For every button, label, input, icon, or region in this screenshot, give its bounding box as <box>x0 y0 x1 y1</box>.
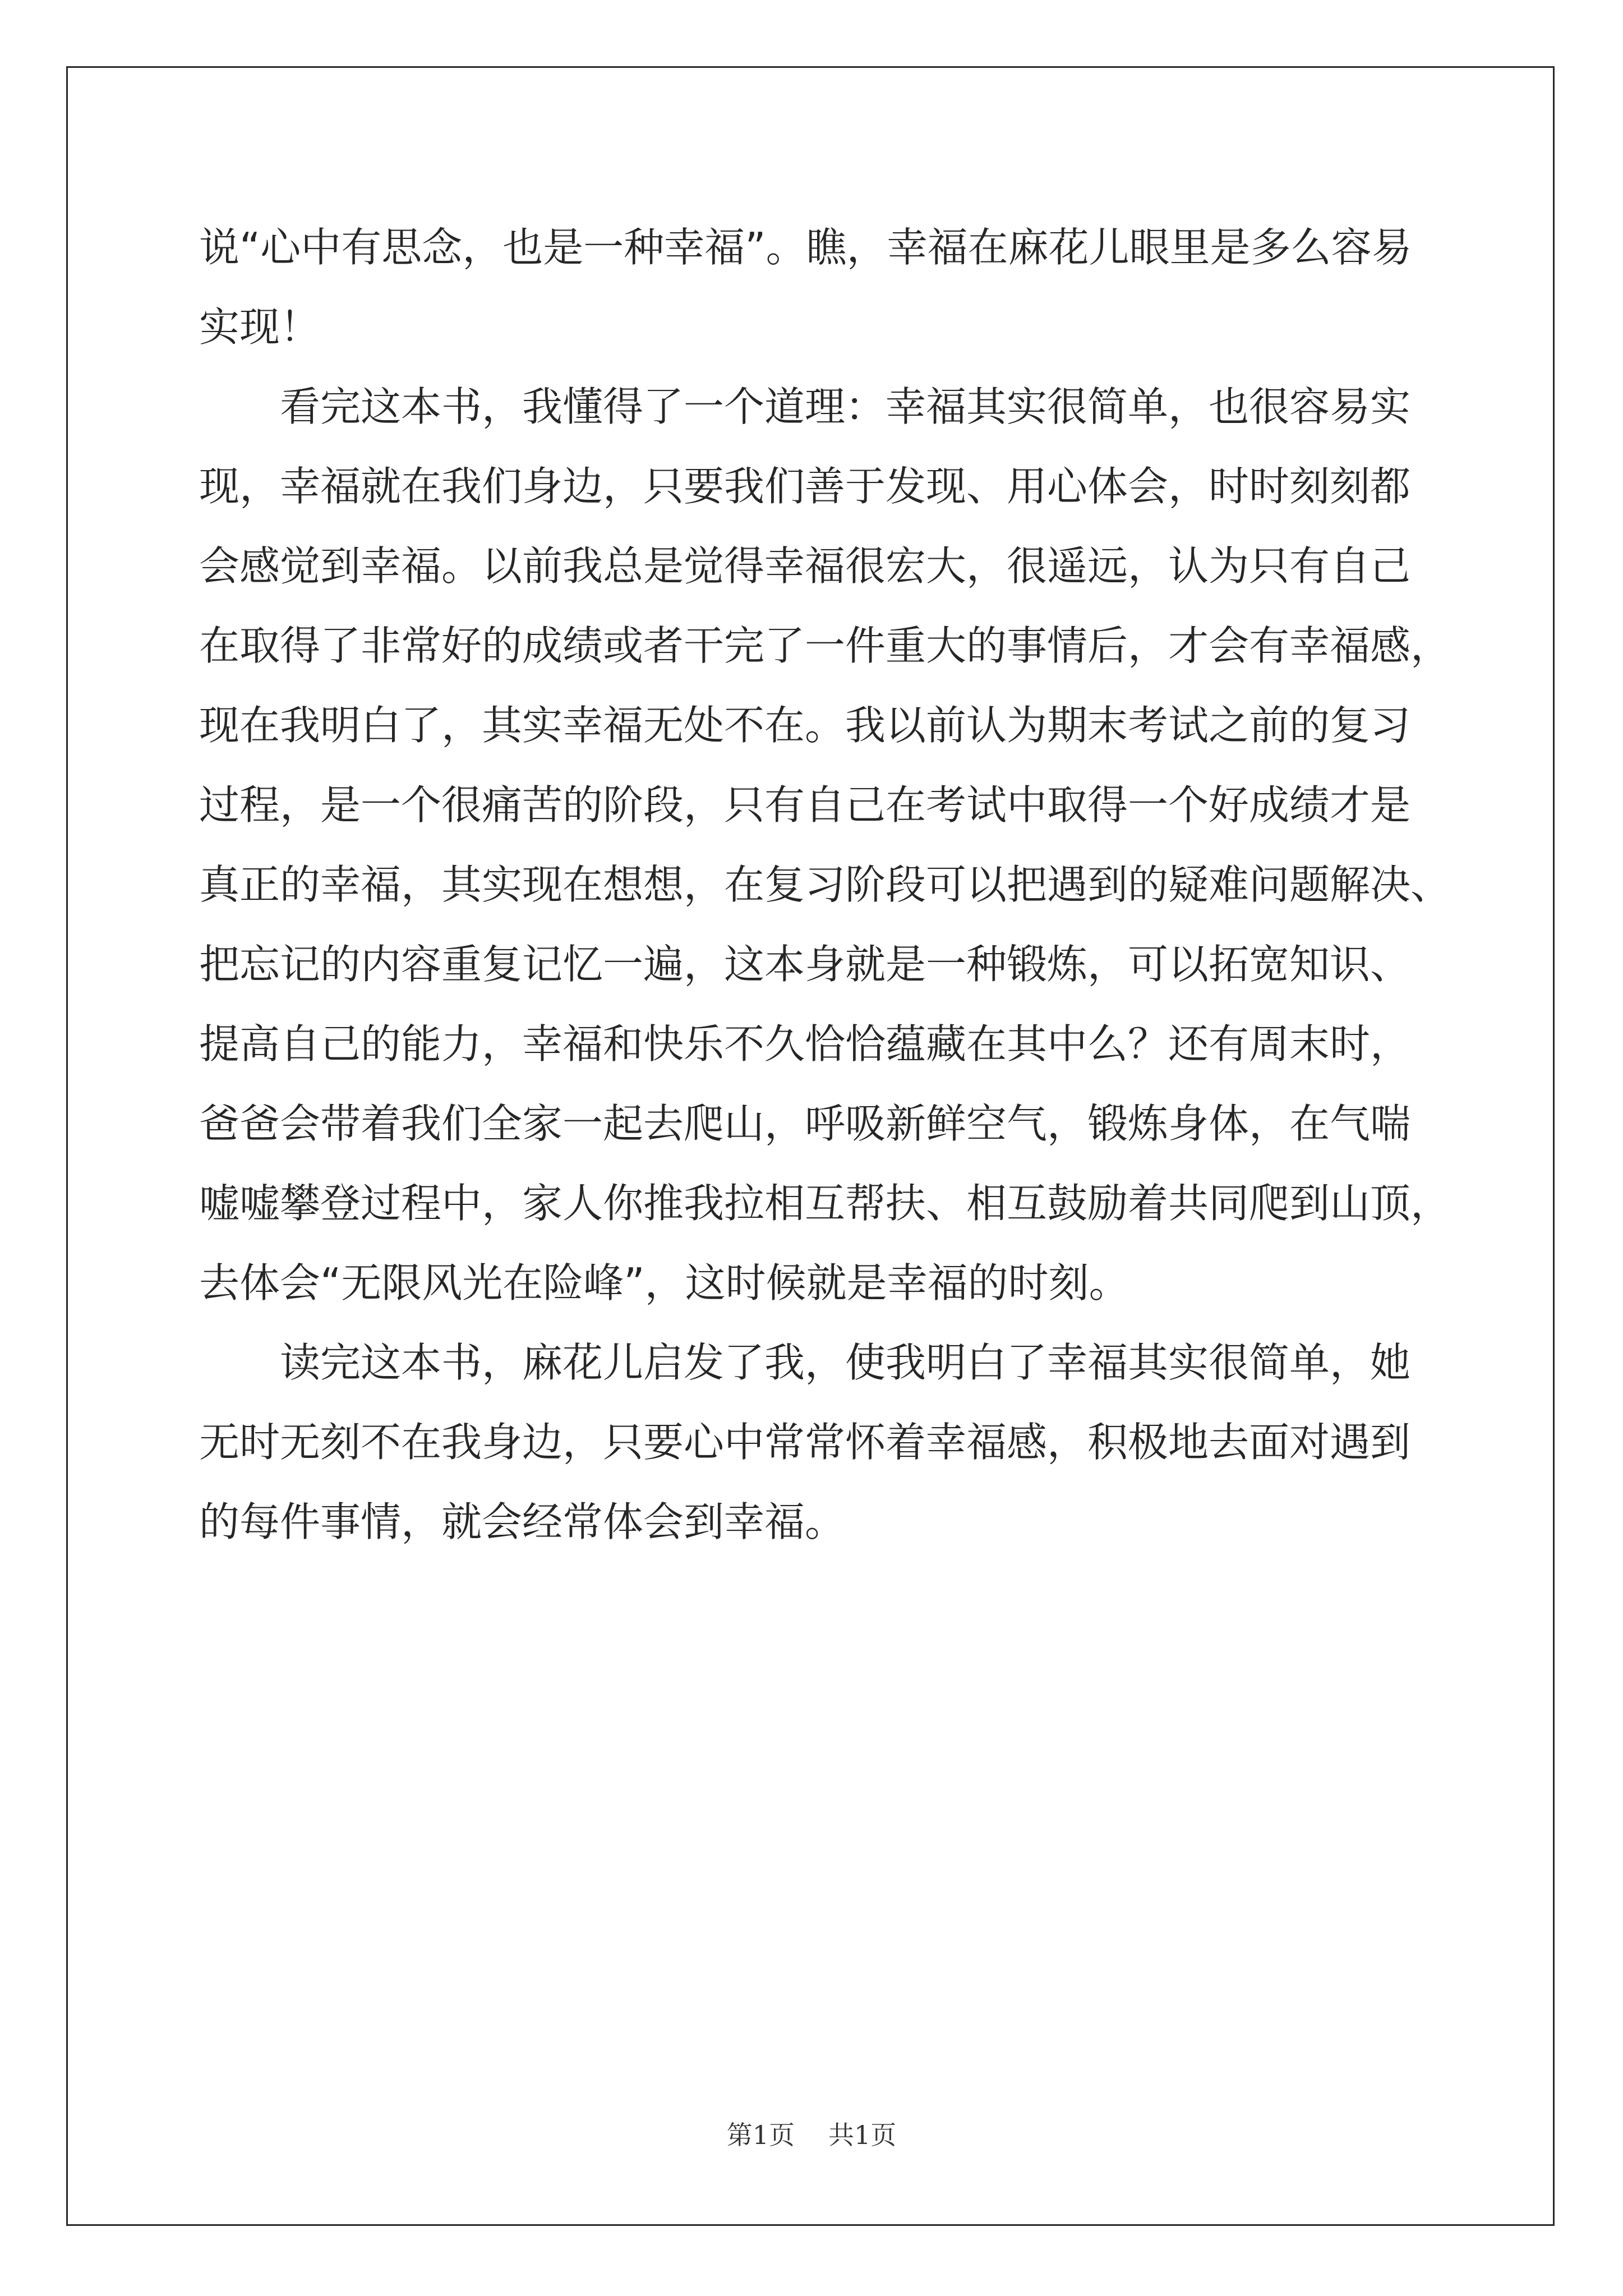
paragraph-line: 无时无刻不在我身边，只要心中常常怀着幸福感，积极地去面对遇到 <box>199 1419 1411 1466</box>
paragraph-line: 把忘记的内容重复记忆一遍，这本身就是一种锻炼，可以拓宽知识、 <box>199 941 1411 988</box>
paragraph-line: 去体会“无限风光在险峰”，这时候就是幸福的时刻。 <box>199 1259 1129 1306</box>
paragraph-line: 在取得了非常好的成绩或者干完了一件重大的事情后，才会有幸福感， <box>199 622 1451 669</box>
paragraph-line: 读完这本书，麻花儿启发了我，使我明白了幸福其实很简单，她 <box>280 1339 1411 1386</box>
paragraph-line: 真正的幸福，其实现在想想，在复习阶段可以把遇到的疑难问题解决、 <box>199 861 1451 908</box>
page-number-total: 共1页 <box>828 2120 897 2150</box>
page-footer <box>0 2115 1623 2152</box>
paragraph-line: 现，幸福就在我们身边，只要我们善于发现、用心体会，时时刻刻都 <box>199 463 1411 510</box>
paragraph-line: 会感觉到幸福。以前我总是觉得幸福很宏大，很遥远，认为只有自己 <box>199 542 1411 590</box>
paragraph-line: 的每件事情，就会经常体会到幸福。 <box>199 1498 846 1545</box>
page-number-current: 第1页 <box>726 2120 795 2150</box>
paragraph-line: 现在我明白了，其实幸福无处不在。我以前认为期末考试之前的复习 <box>199 702 1411 749</box>
paragraph-line: 嘘嘘攀登过程中，家人你推我拉相互帮扶、相互鼓励着共同爬到山顶， <box>199 1180 1451 1227</box>
document-body <box>199 208 1451 1562</box>
paragraph-line: 看完这本书，我懂得了一个道理：幸福其实很简单，也很容易实 <box>280 383 1411 430</box>
paragraph-line: 过程，是一个很痛苦的阶段，只有自己在考试中取得一个好成绩才是 <box>199 781 1411 829</box>
paragraph-line: 说“心中有思念，也是一种幸福”。瞧，幸福在麻花儿眼里是多么容易 <box>199 224 1412 271</box>
paragraph-line: 提高自己的能力，幸福和快乐不久恰恰蕴藏在其中么？还有周末时， <box>199 1020 1411 1068</box>
paragraph-line: 爸爸会带着我们全家一起去爬山，呼吸新鲜空气，锻炼身体，在气喘 <box>199 1100 1411 1147</box>
paragraph-line: 实现！ <box>199 303 321 351</box>
